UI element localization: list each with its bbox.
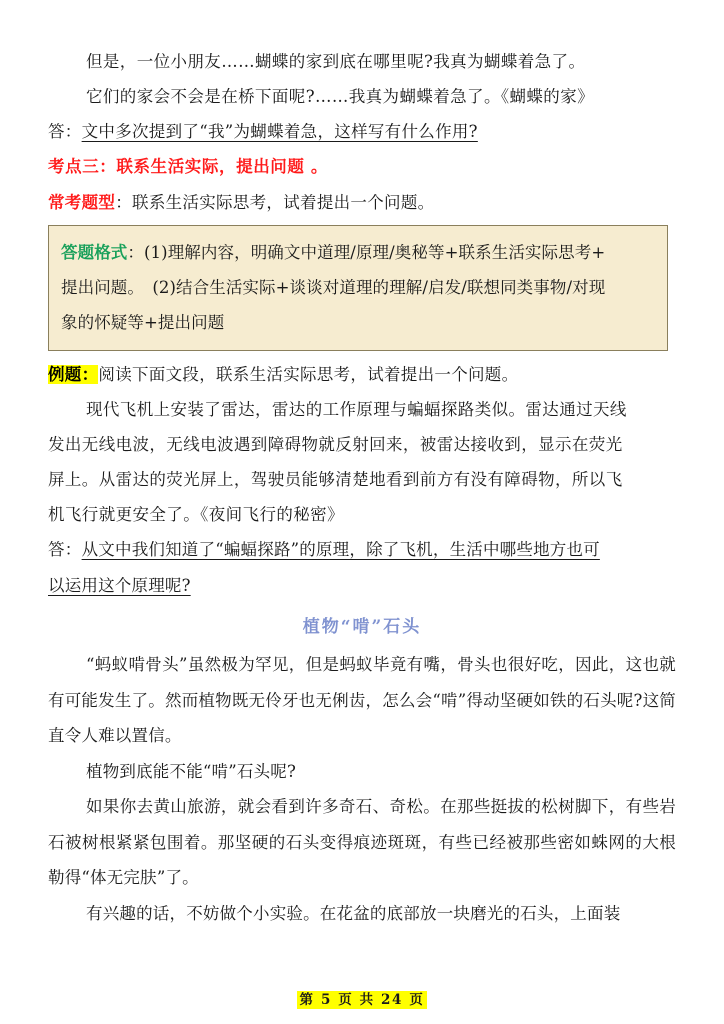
changkao-separator: ： [115,193,133,212]
page-footer [0,988,724,1008]
article-paragraph-4: 有兴趣的话，不妨做个小实验。在花盆的底部放一块磨光的石头，上面装 [86,903,621,923]
answer-label: 答： [48,122,82,141]
answer-two-text-line2: 以运用这个原理呢? [48,575,191,595]
radar-line-3: 屏上。从雷达的荧光屏上，驾驶员能够清楚地看到前方有没有障碍物，所以飞 [48,470,623,489]
radar-line-1: 现代飞机上安装了雷达，雷达的工作原理与蝙蝠探路类似。雷达通过天线 [86,400,627,419]
format-box-separator: ： [127,243,145,262]
format-box-label: 答题格式 [61,243,128,262]
radar-line-2: 发出无线电波，无线电波遇到障碍物就反射回来，被雷达接收到，显示在荧光 [48,435,623,454]
liti-text: 阅读下面文段，联系生活实际思考，试着提出一个问题。 [98,365,519,384]
liti-line [48,357,676,392]
answer-two-second-line [48,568,676,604]
answer-two-text-line1: 从文中我们知道了“蝙蝠探路”的原理，除了飞机，生活中哪些地方也可 [81,540,600,559]
radar-line-4: 机飞行就更安全了。《夜间飞行的秘密》 [48,505,344,524]
article-paragraph-3: 如果你去黄山旅游，就会看到许多奇石、奇松。在那些挺拔的松树脚下，有些岩石被树根紧紧包围着。那坚硬的石头变得痕迹斑斑，有些已经被那些密如蛛网的大根勒得“体无完肤”了。 [48,797,676,887]
article-title: 植物“啃”石头 [302,617,422,637]
answer-row-two [48,532,676,603]
answer-format-box [48,225,668,351]
answer-text: 文中多次提到了“我”为蝴蝶着急，这样写有什么作用? [81,122,478,141]
liti-label: 例题： [48,365,99,384]
page-number-label: 第 5 页 共 24 页 [297,991,428,1009]
quote-line-1: 但是，一位小朋友……蝴蝶的家到底在哪里呢?我真为蝴蝶着急了。 [86,52,586,71]
answer-row-one [48,114,676,149]
format-box-line-3: 象的怀疑等+提出问题 [61,313,225,332]
format-box-text-1: (1)理解内容，明确文中道理/原理/奥秘等+联系生活实际思考+ [144,243,606,262]
changkao-line [48,185,676,221]
changkao-text: 联系生活实际思考，试着提出一个问题。 [132,193,435,212]
answer-label-two: 答： [48,540,82,559]
changkao-label: 常考题型 [48,193,116,212]
article-paragraph-1: “蚂蚁啃骨头”虽然极为罕见，但是蚂蚁毕竟有嘴，骨头也很好吃，因此，这也就有可能发生了。然而植物既无伶牙也无俐齿，怎么会“啃”得动坚硬如铁的石头呢?这简直令人难以置信。 [48,655,676,745]
quote-line-2: 它们的家会不会是在桥下面呢?……我真为蝴蝶着急了。《蝴蝶的家》 [86,87,594,106]
format-box-line-2: 提出问题。 (2)结合生活实际+谈谈对道理的理解/启发/联想同类事物/对现 [61,278,606,297]
format-box-line-1 [61,235,655,270]
answer-two-first-line [48,532,676,568]
article-paragraph-2: 植物到底能不能“啃”石头呢? [86,761,297,781]
kaodian-heading: 考点三：联系生活实际，提出问题 。 [48,157,328,176]
